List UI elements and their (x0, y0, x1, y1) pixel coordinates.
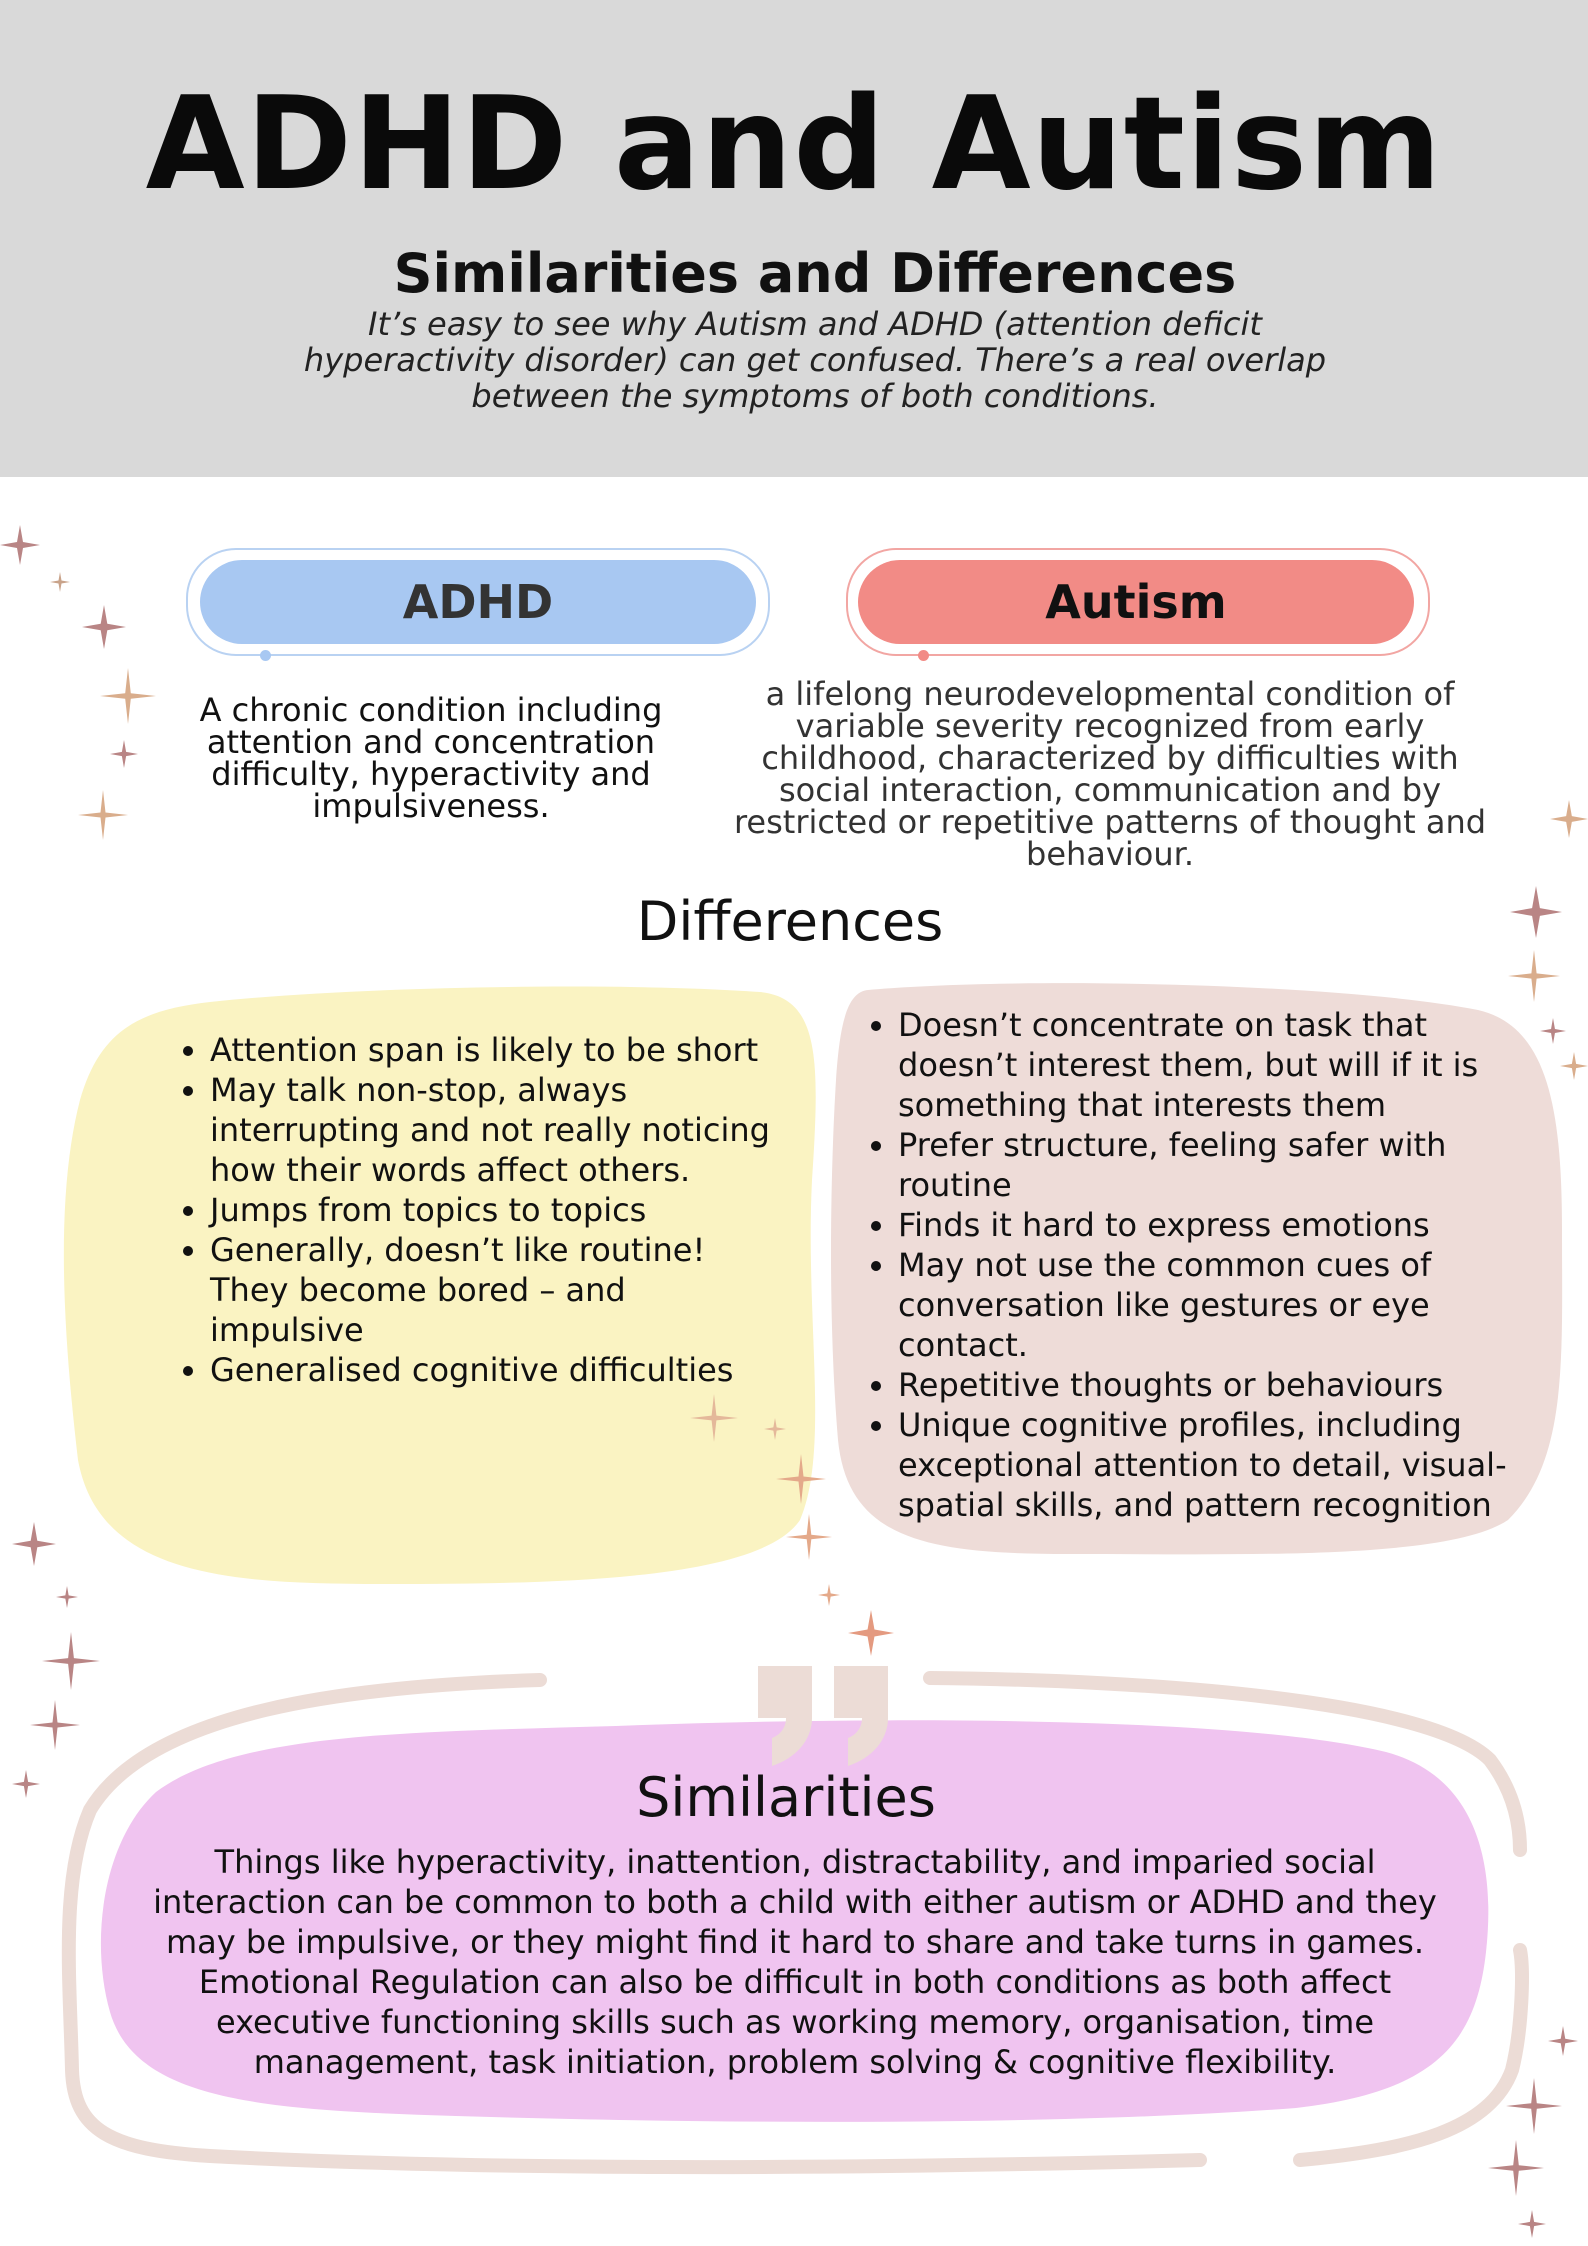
sparkle-icon (78, 790, 128, 840)
list-item: • Prefer structure, feeling safer with routine (898, 1125, 1548, 1205)
similarities-text: Things like hyperactivity, inattention, distractability, and imparied social interaction can be common to both a child with either autism or ADHD and they may be impulsive, or they might find it hard to share and take turns in games. Emotional Regulation can also be difficult in both conditions as both affect executive functioning skills such as working memory, organisation, time management, task initiation, problem solving & cognitive flexibility. (153, 1843, 1437, 2081)
adhd-differences-list (172, 1030, 770, 1390)
sparkle-icon (776, 1454, 826, 1504)
autism-pill-dot (918, 650, 929, 661)
similarities-heading: Similarities (636, 1766, 936, 1829)
list-item: • Repetitive thoughts or behaviours (898, 1365, 1548, 1405)
sparkle-icon (690, 1394, 738, 1442)
sparkle-icon (42, 1632, 100, 1690)
page-title: ADHD and Autism (145, 70, 1443, 219)
sparkle-icon (1518, 2210, 1546, 2238)
autism-definition: a lifelong neurodevelopmental condition of variable severity recognized from early childhood, characterized by difficulties with social interaction, communication and by restricted or repetitive patterns of thought and behaviour. (733, 675, 1487, 873)
list-item: • May talk non-stop, always interrupting and not really noticing how their words affect others. (210, 1070, 770, 1190)
differences-heading: Differences (636, 890, 944, 953)
list-item: • Doesn’t concentrate on task that doesn’t interest them, but will if it is something that interests them (898, 1005, 1548, 1125)
sparkle-icon (12, 1522, 56, 1566)
sparkle-icon (1510, 886, 1562, 938)
sparkle-icon (30, 1700, 80, 1750)
sparkle-icon (786, 1514, 832, 1560)
sparkle-icon (1506, 2078, 1562, 2134)
sparkle-icon (12, 1770, 40, 1798)
sparkle-icon (82, 605, 126, 649)
adhd-definition: A chronic condition including attention and concentration difficulty, hyperactivity and impulsiveness. (199, 691, 663, 825)
list-item: • Unique cognitive profiles, including exceptional attention to detail, visual-spatial skills, and pattern recognition (898, 1405, 1548, 1525)
sparkle-icon (50, 572, 70, 592)
sparkle-icon (1560, 1052, 1588, 1080)
list-item: • Attention span is likely to be short (210, 1030, 770, 1070)
sparkle-icon (56, 1586, 78, 1608)
sparkle-icon (818, 1584, 840, 1606)
autism-differences-list (860, 1005, 1548, 1525)
sparkle-icon (100, 668, 156, 724)
sparkle-icon (1550, 800, 1588, 838)
list-item: • Finds it hard to express emotions (898, 1205, 1548, 1245)
intro-text: It’s easy to see why Autism and ADHD (attention deficit hyperactivity disorder) can get confused. There’s a real overlap between the symptoms of both conditions. (303, 305, 1327, 415)
sparkle-icon (1548, 2026, 1578, 2056)
adhd-pill-dot (260, 650, 271, 661)
sparkle-icon (1488, 2140, 1544, 2196)
sparkle-icon (1508, 950, 1560, 1002)
page-subtitle: Similarities and Differences (393, 242, 1237, 305)
sparkle-icon (1540, 1018, 1566, 1044)
list-item: • Jumps from topics to topics (210, 1190, 770, 1230)
list-item: • Generally, doesn’t like routine! They become bored – and impulsive (210, 1230, 770, 1350)
list-item: • Generalised cognitive difficulties (210, 1350, 770, 1390)
sparkle-icon (848, 1610, 894, 1656)
quote-mark-icon (754, 1660, 894, 1770)
sparkle-icon (764, 1418, 786, 1440)
autism-label: Autism (858, 560, 1414, 644)
sparkle-icon (0, 525, 40, 565)
adhd-label: ADHD (200, 560, 756, 644)
list-item: • May not use the common cues of conversation like gestures or eye contact. (898, 1245, 1548, 1365)
sparkle-icon (110, 740, 138, 768)
